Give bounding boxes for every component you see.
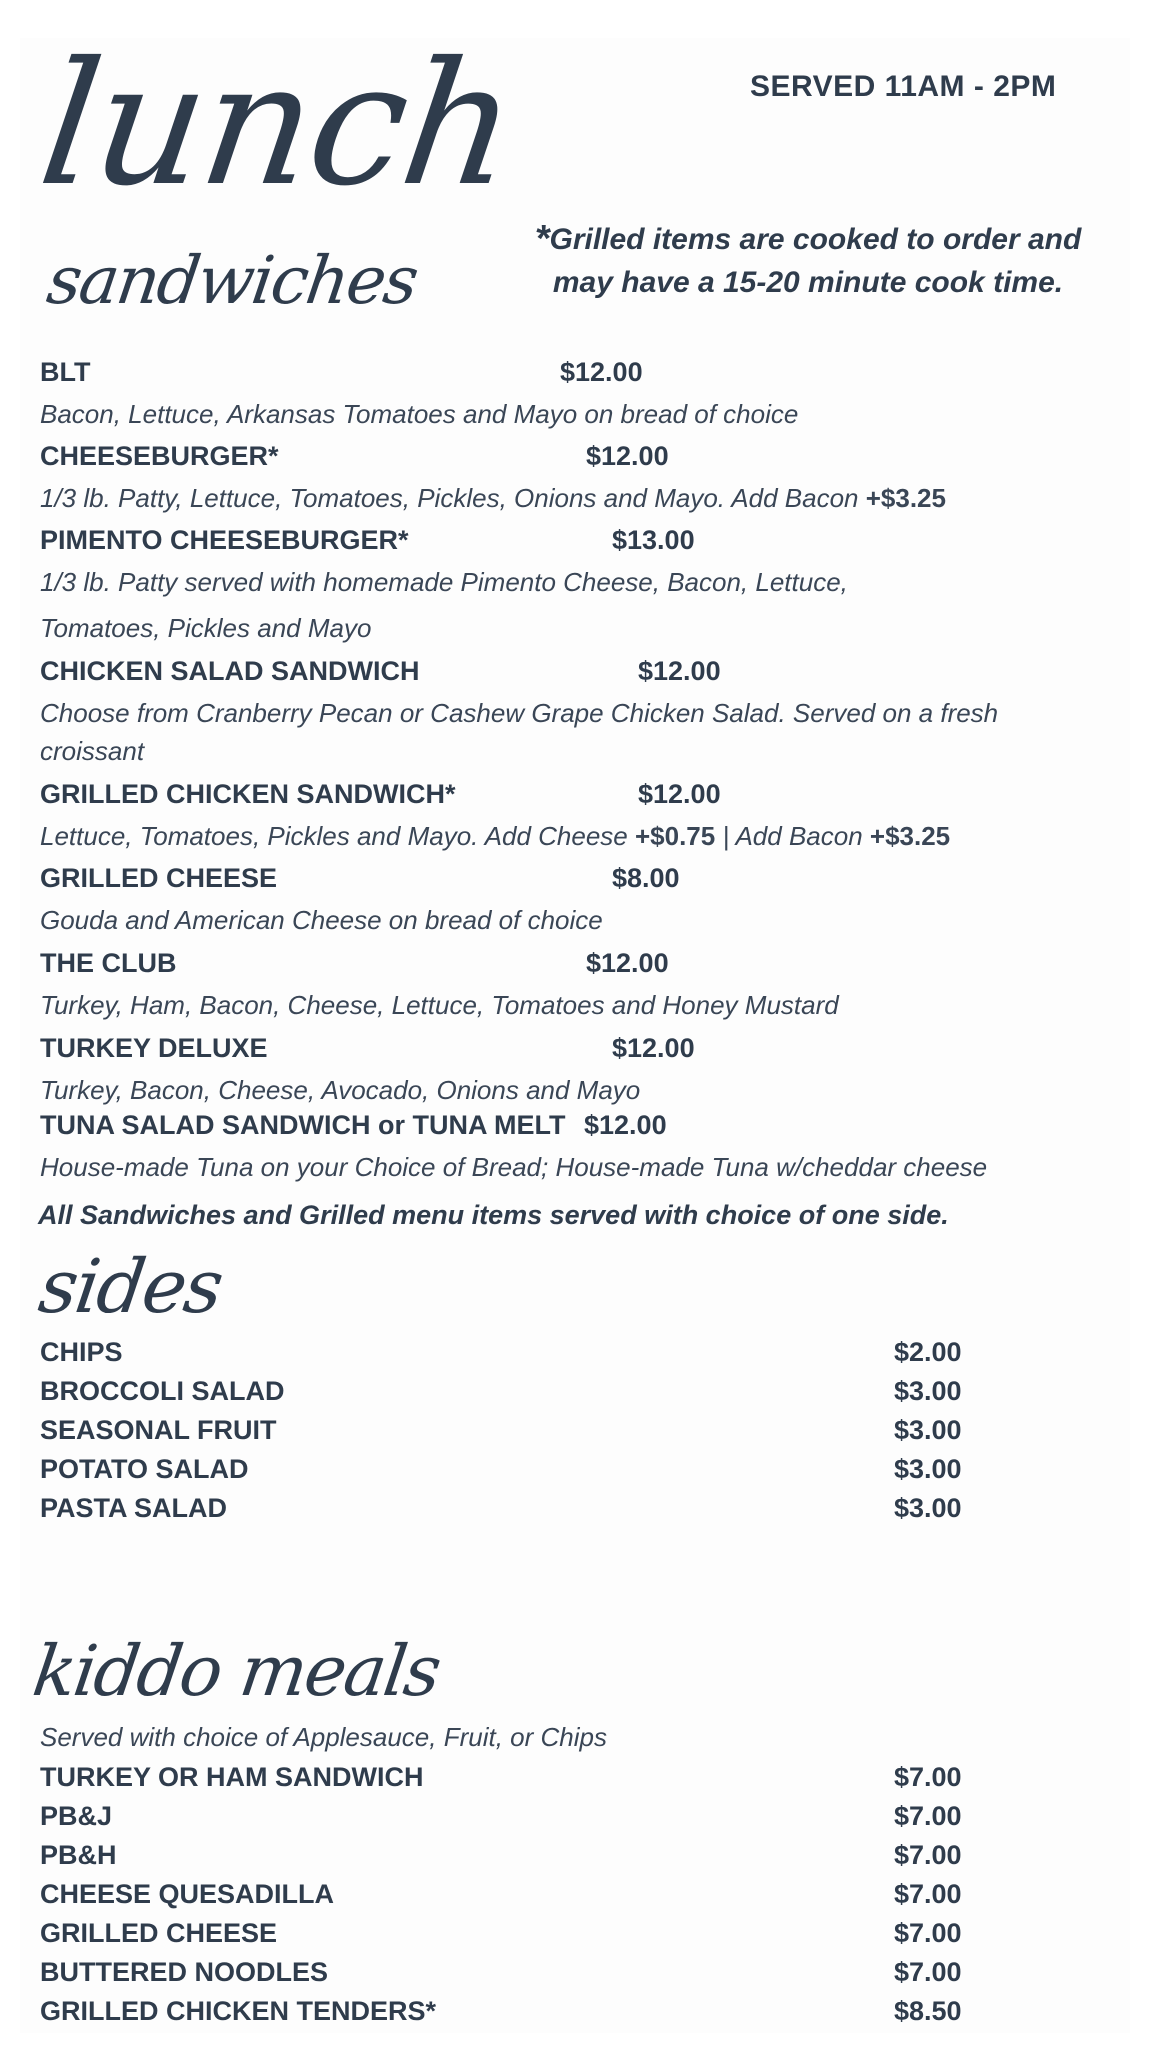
item-name: CHICKEN SALAD SANDWICH (40, 656, 420, 686)
item-name: TUNA SALAD SANDWICH or TUNA MELT (40, 1110, 566, 1140)
kiddo-price: $7.00 (894, 1762, 962, 1792)
kiddo-price: $7.00 (894, 1801, 962, 1831)
item-description (40, 479, 1080, 517)
item-name: BLT (40, 357, 91, 387)
desc-text: Lettuce, Tomatoes, Pickles and Mayo. Add Cheese (40, 821, 635, 851)
grill-note (528, 218, 1088, 304)
kiddo-name: PB&J (40, 1801, 113, 1831)
addon-price: +$0.75 (634, 821, 716, 851)
item-price: $12.00 (586, 948, 669, 978)
item-description: 1/3 lb. Patty served with homemade Pimento Cheese, Bacon, Lettuce, Tomatoes, Pickles and Mayo (40, 567, 848, 643)
sides-script-title: sides (33, 1244, 227, 1330)
kiddo-name: GRILLED CHEESE (40, 1918, 278, 1948)
kiddo-name: TURKEY OR HAM SANDWICH (40, 1762, 424, 1792)
kiddo-meals-script-title: kiddo meals (28, 1630, 445, 1712)
kiddo-name: GRILLED CHICKEN TENDERS* (40, 1996, 437, 2026)
grill-note-asterisk: * (534, 218, 550, 260)
item-description: Turkey, Ham, Bacon, Cheese, Lettuce, Tomatoes and Honey Mustard (40, 990, 839, 1020)
kiddo-price: $7.00 (894, 1879, 962, 1909)
grill-note-text: Grilled items are cooked to order and may have a 15-20 minute cook time. (549, 223, 1082, 299)
item-description: House-made Tuna on your Choice of Bread; House-made Tuna w/cheddar cheese (40, 1152, 988, 1182)
item-name: CHEESEBURGER* (40, 441, 279, 471)
side-price: $3.00 (894, 1454, 962, 1484)
kiddo-price: $7.00 (894, 1840, 962, 1870)
addon-price: +$3.25 (869, 821, 951, 851)
item-price: $12.00 (638, 779, 721, 809)
side-price: $2.00 (894, 1337, 962, 1367)
item-price: $12.00 (560, 357, 643, 387)
item-price: $12.00 (638, 656, 721, 686)
item-name: GRILLED CHICKEN SANDWICH* (40, 779, 456, 809)
kiddo-price: $7.00 (894, 1957, 962, 1987)
desc-text: 1/3 lb. Patty, Lettuce, Tomatoes, Pickles, Onions and Mayo. Add Bacon (40, 483, 866, 513)
side-name: PASTA SALAD (40, 1493, 227, 1523)
kiddo-name: PB&H (40, 1840, 117, 1870)
side-name: POTATO SALAD (40, 1454, 249, 1484)
side-price: $3.00 (894, 1376, 962, 1406)
sides-included-note: All Sandwiches and Grilled menu items served with choice of one side. (38, 1200, 949, 1230)
kiddo-name: BUTTERED NOODLES (40, 1957, 329, 1987)
item-description: Bacon, Lettuce, Arkansas Tomatoes and Mayo on bread of choice (40, 399, 799, 429)
lunch-script-title: lunch (30, 26, 526, 224)
item-name: PIMENTO CHEESEBURGER* (40, 525, 409, 555)
item-price: $13.00 (612, 525, 695, 555)
side-price: $3.00 (894, 1493, 962, 1523)
served-hours: SERVED 11AM - 2PM (750, 70, 1057, 103)
sandwiches-script-subtitle: sandwiches (42, 242, 422, 319)
kiddo-meals-note: Served with choice of Applesauce, Fruit, or Chips (40, 1722, 607, 1752)
item-price: $8.00 (612, 863, 680, 893)
side-name: CHIPS (40, 1337, 123, 1367)
side-name: BROCCOLI SALAD (40, 1376, 285, 1406)
side-price: $3.00 (894, 1415, 962, 1445)
item-name: GRILLED CHEESE (40, 863, 278, 893)
item-description: Gouda and American Cheese on bread of choice (40, 905, 603, 935)
item-description: Turkey, Bacon, Cheese, Avocado, Onions and Mayo (40, 1075, 641, 1105)
item-description: Choose from Cranberry Pecan or Cashew Grape Chicken Salad. Served on a fresh croissant (40, 698, 999, 766)
kiddo-name: CHEESE QUESADILLA (40, 1879, 335, 1909)
kiddo-price: $7.00 (894, 1918, 962, 1948)
item-description (40, 817, 1080, 855)
addon-price: +$3.25 (865, 483, 946, 513)
item-price: $12.00 (586, 441, 669, 471)
item-name: TURKEY DELUXE (40, 1033, 268, 1063)
desc-text: | Add Bacon (715, 821, 870, 851)
item-price: $12.00 (612, 1033, 695, 1063)
kiddo-price: $8.50 (894, 1996, 962, 2026)
item-name: THE CLUB (40, 948, 177, 978)
item-price: $12.00 (584, 1110, 667, 1140)
side-name: SEASONAL FRUIT (40, 1415, 277, 1445)
